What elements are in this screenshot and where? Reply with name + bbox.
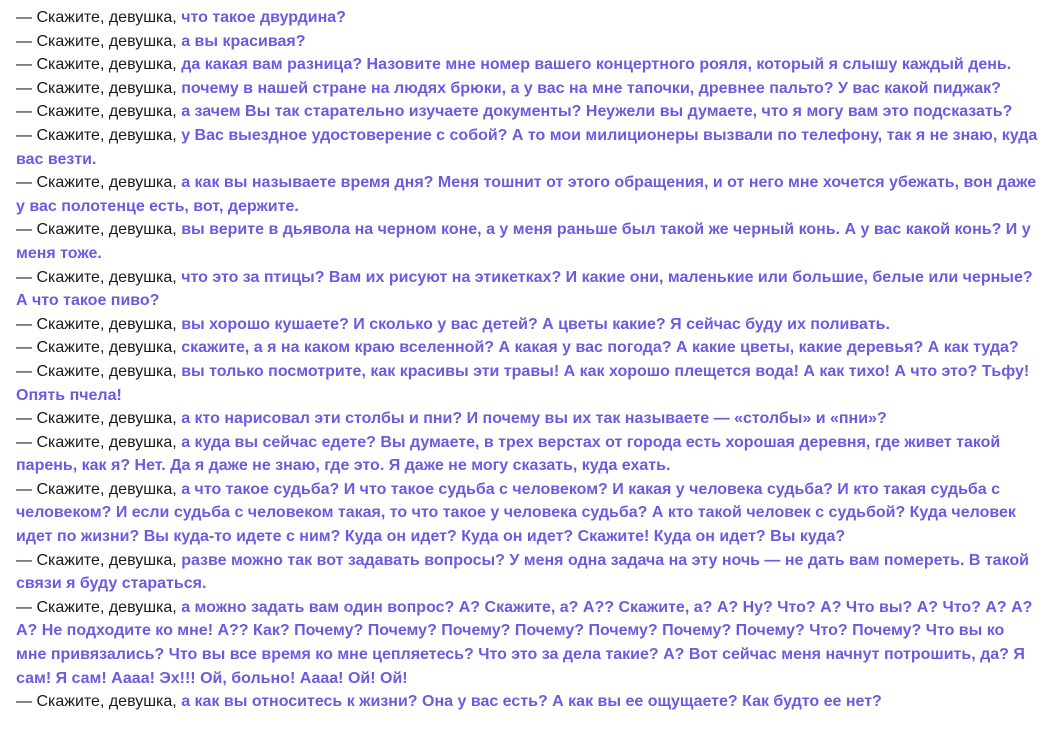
line-reply: а кто нарисовал эти столбы и пни? И почему вы их так называете — «столбы» и «пни»? [181, 410, 887, 428]
line-prefix: — Скажите, девушка, [16, 480, 182, 498]
line-prefix: — Скажите, девушка, [16, 598, 182, 616]
line-prefix: — Скажите, девушка, [16, 362, 182, 380]
line-reply: вы верите в дьявола на черном коне, а у меня раньше был такой же черный конь. А у вас какой конь? И у меня тоже. [16, 221, 1031, 262]
line-prefix: — Скажите, девушка, [16, 551, 182, 569]
line-reply: вы хорошо кушаете? И сколько у вас детей? А цветы какие? Я сейчас буду их поливать. [181, 315, 890, 333]
line-reply: что это за птицы? Вам их рисуют на этикетках? И какие они, маленькие или большие, белые или черные? А что такое пиво? [16, 268, 1033, 310]
dialogue-line [16, 53, 1038, 77]
dialogue-line [16, 100, 1038, 124]
dialogue-line [16, 336, 1038, 360]
line-prefix: — Скажите, девушка, [16, 9, 182, 26]
line-reply: а куда вы сейчас едете? Вы думаете, в трех верстах от города есть хорошая деревня, где живет такой парень, как я? Нет. Да я даже не знаю, где это. Я даже не могу сказать, куда ехать. [16, 433, 1001, 475]
dialogue-line [16, 30, 1038, 54]
line-prefix: — Скажите, девушка, [16, 410, 182, 428]
dialogue-line [16, 407, 1038, 431]
line-prefix: — Скажите, девушка, [16, 268, 182, 286]
dialogue-line [16, 431, 1038, 478]
dialogue-line [16, 596, 1038, 690]
line-prefix: — Скажите, девушка, [16, 433, 182, 451]
line-reply: а зачем Вы так старательно изучаете документы? Неужели вы думаете, что я могу вам это подсказать? [181, 103, 1013, 121]
line-reply: почему в нашей стране на людях брюки, а у вас на мне тапочки, древнее пальто? У вас какой пиджак? [181, 79, 1001, 97]
line-prefix: — Скажите, девушка, [16, 221, 182, 239]
line-prefix: — Скажите, девушка, [16, 315, 182, 333]
line-prefix: — Скажите, девушка, [16, 174, 182, 192]
line-reply: что такое двурдина? [181, 9, 346, 26]
dialogue-line [16, 690, 1038, 714]
dialogue-line [16, 478, 1038, 549]
line-reply: а как вы называете время дня? Меня тошнит от этого обращения, и от него мне хочется убежать, вон даже у вас полотенце есть, вот, держите. [16, 174, 1037, 215]
dialogue-line [16, 218, 1038, 265]
line-reply: у Вас выездное удостоверение с собой? А то мои милиционеры вызвали по телефону, так я не знаю, куда вас везти. [16, 126, 1038, 168]
line-prefix: — Скажите, девушка, [16, 693, 182, 711]
line-reply: скажите, а я на каком краю вселенной? А какая у вас погода? А какие цветы, какие деревья? А как туда? [181, 339, 1019, 357]
line-prefix: — Скажите, девушка, [16, 79, 182, 97]
line-prefix: — Скажите, девушка, [16, 339, 182, 357]
line-reply: а как вы относитесь к жизни? Она у вас есть? А как вы ее ощущаете? Как будто ее нет? [181, 693, 882, 711]
line-reply: а вы красивая? [181, 32, 306, 50]
dialogue-line [16, 549, 1038, 596]
dialogue-line [16, 360, 1038, 407]
line-prefix: — Скажите, девушка, [16, 56, 182, 74]
dialogue-line [16, 171, 1038, 218]
line-reply: вы только посмотрите, как красивы эти травы! А как хорошо плещется вода! А как тихо! А что это? Тьфу! Опять пчела! [16, 362, 1030, 404]
dialogue-line [16, 124, 1038, 171]
line-reply: а что такое судьба? И что такое судьба с человеком? И какая у человека судьба? И кто такая судьба с человеком? И если судьба с человеком такая, то что такое у человека судьба? А кто такой человек с судьбой? Куда человек идет по жизни? Вы куда-то идете с ним? Куда он идет? Куда он идет? Скажите! Куда он идет? Вы куда? [16, 480, 1016, 546]
dialogue-line [16, 77, 1038, 101]
line-prefix: — Скажите, девушка, [16, 103, 182, 121]
dialogue-line [16, 313, 1038, 337]
line-prefix: — Скажите, девушка, [16, 126, 182, 144]
line-reply: разве можно так вот задавать вопросы? У меня одна задача на эту ночь — не дать вам помереть. В такой связи я буду стараться. [16, 551, 1029, 593]
dialogue-line [16, 266, 1038, 313]
line-reply: да какая вам разница? Назовите мне номер вашего концертного рояля, который я слышу каждый день. [181, 56, 1012, 74]
line-reply: а можно задать вам один вопрос? А? Скажите, а? А?? Скажите, а? А? Ну? Что? А? Что вы? А? Что? А? А? А? Не подходите ко мне! А?? Как? Почему? Почему? Почему? Почему? Почему? Почему? Почему? Что? Почему? Что вы ко мне привязались? Что вы все время ко мне цепляетесь? Что это за дела такие? А? Вот сейчас меня начнут потрошить, да? Я сам! Я сам! Аааа! Эх!!! Ой, больно! Аааа! Ой! Ой! [16, 598, 1033, 687]
line-prefix: — Скажите, девушка, [16, 32, 182, 50]
dialogue-line [16, 6, 1038, 30]
